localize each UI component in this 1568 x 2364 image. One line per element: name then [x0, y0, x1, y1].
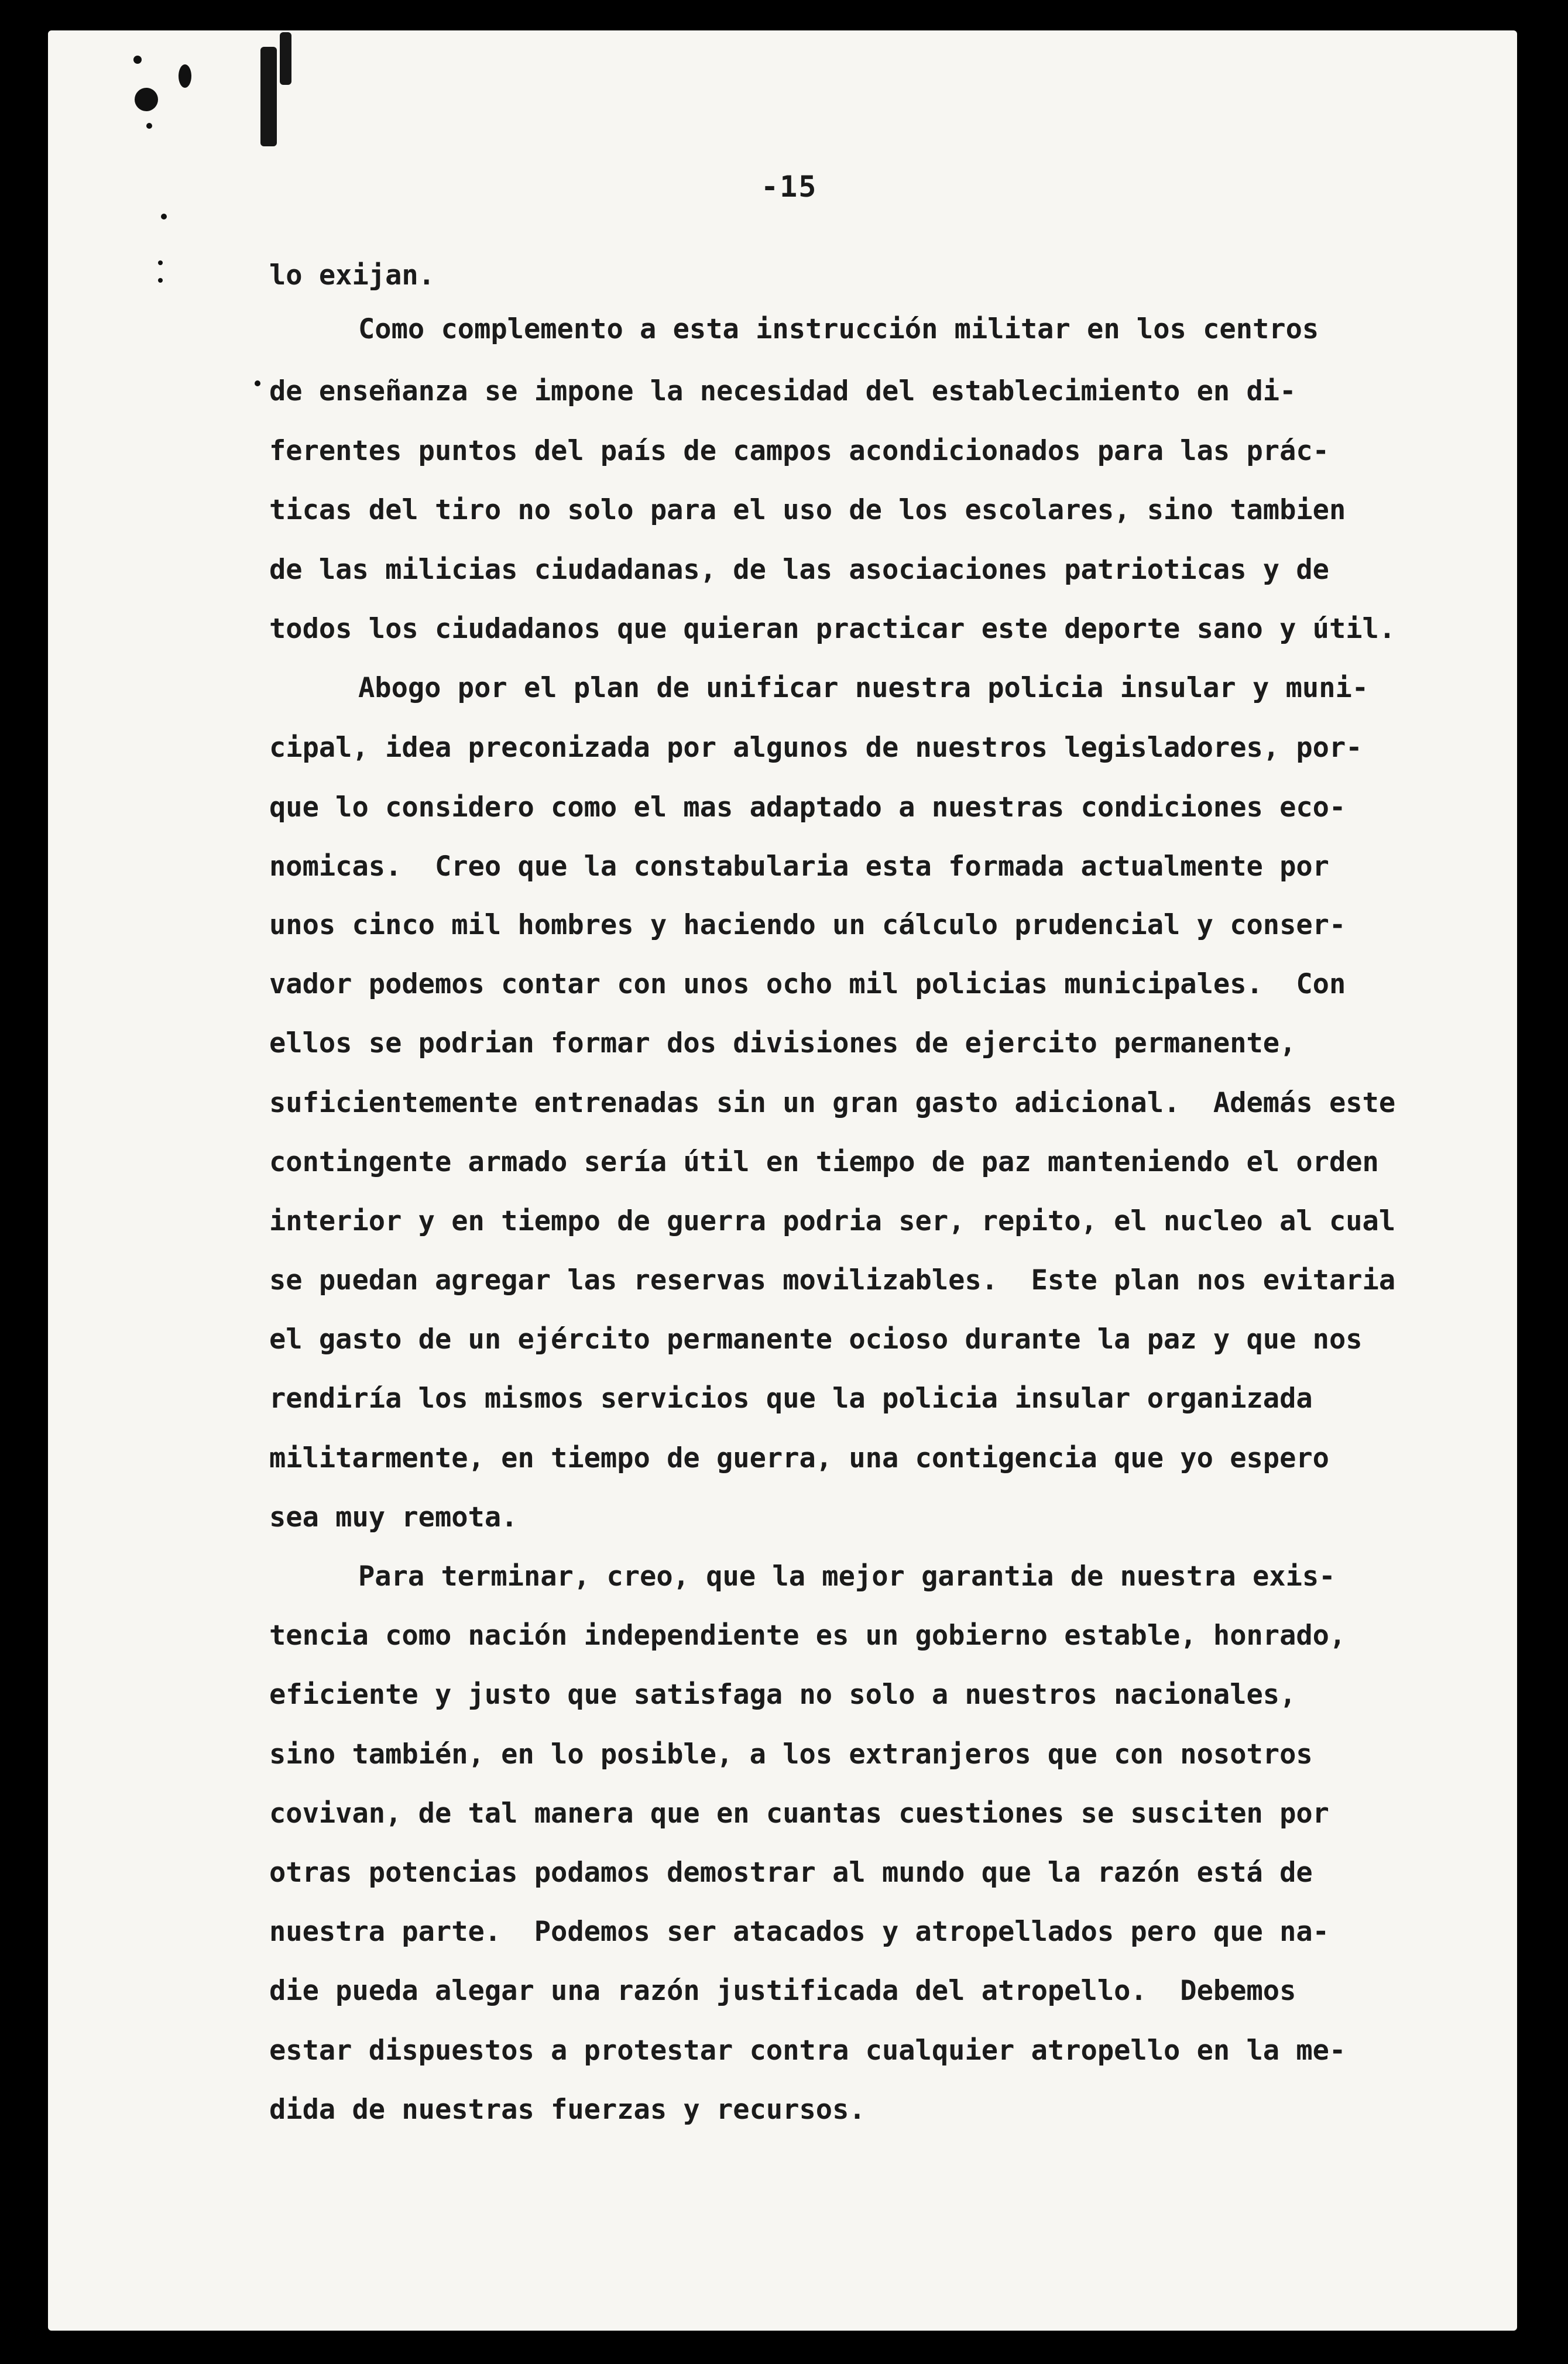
- text-line: militarmente, en tiempo de guerra, una contigencia que yo espero: [269, 1442, 1329, 1474]
- text-line: se puedan agregar las reservas movilizables. Este plan nos evitaria: [269, 1264, 1396, 1296]
- text-line: Para terminar, creo, que la mejor garantia de nuestra exis-: [358, 1560, 1336, 1593]
- staple-mark: [280, 32, 291, 85]
- ink-smudge: [161, 214, 167, 219]
- text-line: ferentes puntos del país de campos acondicionados para las prác-: [269, 435, 1329, 467]
- text-line: sea muy remota.: [269, 1501, 518, 1533]
- ink-smudge: [158, 260, 163, 265]
- ink-smudge: [255, 380, 260, 386]
- staple-mark: [260, 47, 277, 146]
- text-line: eficiente y justo que satisfaga no solo a nuestros nacionales,: [269, 1679, 1296, 1711]
- text-line: que lo considero como el mas adaptado a nuestras condiciones eco-: [269, 791, 1346, 824]
- text-line: tencia como nación independiente es un gobierno estable, honrado,: [269, 1620, 1346, 1652]
- text-line: ellos se podrian formar dos divisiones de ejercito permanente,: [269, 1027, 1296, 1059]
- text-line: lo exijan.: [269, 259, 435, 291]
- text-line: Como complemento a esta instrucción militar en los centros: [358, 313, 1319, 345]
- text-line: todos los ciudadanos que quieran practicar este deporte sano y útil.: [269, 613, 1396, 645]
- text-line: nuestra parte. Podemos ser atacados y atropellados pero que na-: [269, 1916, 1329, 1948]
- text-line: ticas del tiro no solo para el uso de los escolares, sino tambien: [269, 494, 1346, 526]
- text-line: vador podemos contar con unos ocho mil policias municipales. Con: [269, 968, 1346, 1000]
- text-line: de las milicias ciudadanas, de las asociaciones patrioticas y de: [269, 554, 1329, 586]
- text-line: estar dispuestos a protestar contra cualquier atropello en la me-: [269, 2034, 1346, 2067]
- ink-smudge: [179, 64, 191, 88]
- text-line: Abogo por el plan de unificar nuestra policia insular y muni-: [358, 672, 1369, 704]
- text-line: de enseñanza se impone la necesidad del establecimiento en di-: [269, 375, 1296, 407]
- text-line: sino también, en lo posible, a los extranjeros que con nosotros: [269, 1738, 1313, 1771]
- text-line: suficientemente entrenadas sin un gran gasto adicional. Además este: [269, 1087, 1396, 1119]
- text-line: dida de nuestras fuerzas y recursos.: [269, 2094, 866, 2126]
- ink-smudge: [158, 278, 163, 283]
- text-line: otras potencias podamos demostrar al mundo que la razón está de: [269, 1857, 1313, 1889]
- text-line: rendiría los mismos servicios que la policia insular organizada: [269, 1382, 1313, 1415]
- ink-smudge: [133, 56, 142, 64]
- text-line: covivan, de tal manera que en cuantas cuestiones se susciten por: [269, 1797, 1329, 1830]
- text-line: contingente armado sería útil en tiempo de paz manteniendo el orden: [269, 1146, 1379, 1178]
- text-line: interior y en tiempo de guerra podria ser, repito, el nucleo al cual: [269, 1205, 1396, 1237]
- page-number: -15: [761, 170, 818, 204]
- ink-smudge: [135, 88, 158, 111]
- text-line: die pueda alegar una razón justificada del atropello. Debemos: [269, 1975, 1296, 2007]
- text-line: cipal, idea preconizada por algunos de nuestros legisladores, por-: [269, 732, 1363, 764]
- text-line: nomicas. Creo que la constabularia esta formada actualmente por: [269, 850, 1329, 883]
- ink-smudge: [146, 123, 152, 129]
- text-line: el gasto de un ejército permanente ocioso durante la paz y que nos: [269, 1323, 1363, 1356]
- text-line: unos cinco mil hombres y haciendo un cálculo prudencial y conser-: [269, 909, 1346, 941]
